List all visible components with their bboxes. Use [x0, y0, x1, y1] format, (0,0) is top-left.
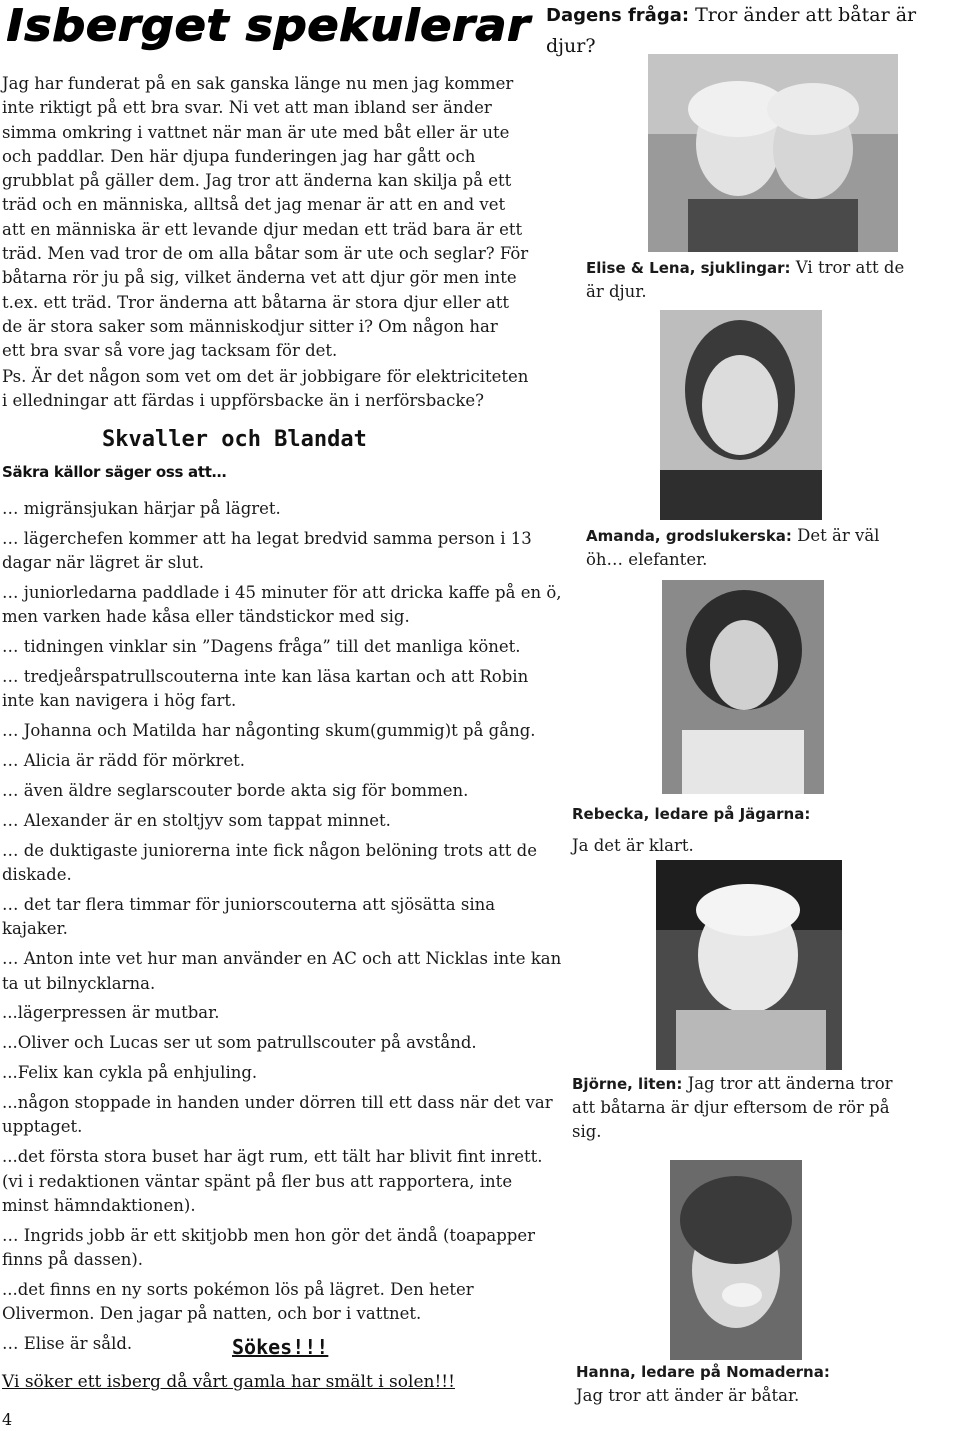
answer-hanna: [576, 1360, 916, 1408]
daily-question-text: Tror änder att båtar är djur?: [546, 4, 917, 57]
ps-line: Ps. Är det någon som vet om det är jobbigare för elektriciteten: [2, 367, 529, 386]
gossip-item: … Ingrids jobb är ett skitjobb men hon gör det ändå (toapapper finns på dassen).: [2, 1225, 536, 1270]
ps-paragraph: [2, 365, 562, 414]
intro-line: de är stora saker som människodjur sitter i? Om någon har: [2, 316, 498, 336]
answer-text: Vi tror att de är djur.: [586, 258, 905, 301]
gossip-item: … Elise är såld.: [2, 1334, 133, 1354]
gossip-item: … de duktigaste juniorerna inte fick någon belöning trots att de diskade.: [2, 840, 537, 885]
photo-rebecka: [662, 580, 824, 794]
answer-text: Ja det är klart.: [572, 836, 694, 855]
gossip-item: … Alicia är rädd för mörkret.: [2, 751, 246, 771]
daily-question: [546, 0, 960, 61]
answer-name: Hanna, ledare på Nomaderna:: [576, 1363, 830, 1381]
answer-text: Jag tror att änder är båtar.: [576, 1386, 800, 1405]
photo-hanna: [670, 1160, 802, 1360]
intro-paragraph: [2, 72, 542, 364]
answer-rebecka: [572, 802, 922, 858]
gossip-item: … det tar flera timmar för juniorscouterna att sjösätta sina kajaker.: [2, 895, 496, 939]
gossip-subtitle: Säkra källor säger oss att…: [2, 463, 227, 481]
page-title: Isberget spekulerar: [6, 0, 530, 51]
gossip-item: … migränsjukan härjar på lägret.: [2, 499, 281, 518]
wanted-text: Vi söker ett isberg då vårt gamla har smält i solen!!!: [2, 1372, 455, 1392]
gossip-item: … juniorledarna paddlade i 45 minuter för att dricka kaffe på en ö, men varken hade kåsa eller tändstickor med sig.: [2, 583, 562, 627]
gossip-item: ...Oliver och Lucas ser ut som patrullscouter på avstånd.: [2, 1033, 477, 1053]
gossip-item: … Alexander är en stoltjyv som tappat minnet.: [2, 811, 391, 831]
gossip-list: [2, 497, 562, 1362]
photo-bjorne: [656, 860, 842, 1070]
answer-name: Rebecka, ledare på Jägarna:: [572, 805, 811, 823]
intro-line: ett bra svar så vore jag tacksam för det.: [2, 341, 338, 361]
gossip-item: ...någon stoppade in handen under dörren till ett dass när det var upptaget.: [2, 1093, 553, 1137]
gossip-item: ...det första stora buset har ägt rum, ett tält har blivit fint inrett. (vi i redaktionen väntar spänt på fler bus att rapportera, inte minst hämndaktionen).: [2, 1147, 543, 1215]
photo-elise-lena: [648, 54, 898, 252]
ps-line: i elledningar att färdas i uppförsbacke än i nerförsbacke?: [2, 391, 484, 411]
gossip-item: ...lägerpressen är mutbar.: [2, 1003, 220, 1023]
wanted-title: Sökes!!!: [232, 1335, 329, 1359]
intro-line: Jag har funderat på en sak ganska länge nu men jag kommer: [2, 74, 514, 93]
answer-text: Jag tror att änderna tror att båtarna är djur eftersom de rör på sig.: [572, 1074, 893, 1141]
intro-line: båtarna rör ju på sig, vilket änderna vet att djur gör men inte: [2, 268, 517, 288]
answer-name: Amanda, grodslukerska:: [586, 527, 792, 545]
intro-line: och paddlar. Den här djupa funderingen jag har gått och: [2, 146, 476, 166]
gossip-item: ...Felix kan cykla på enhjuling.: [2, 1063, 258, 1083]
intro-line: inte riktigt på ett bra svar. Ni vet att man ibland ser änder: [2, 98, 492, 118]
gossip-title: Skvaller och Blandat: [102, 427, 367, 452]
answer-name: Elise & Lena, sjuklingar:: [586, 259, 791, 277]
answer-text: Det är väl öh… elefanter.: [586, 526, 880, 569]
daily-question-label: Dagens fråga:: [546, 5, 690, 26]
gossip-item: … Johanna och Matilda har någonting skum(gummig)t på gång.: [2, 721, 536, 741]
intro-line: simma omkring i vattnet när man är ute med båt eller är ute: [2, 122, 510, 142]
gossip-item: … lägerchefen kommer att ha legat bredvid samma person i 13 dagar när lägret är slut.: [2, 528, 532, 573]
intro-line: träd och en människa, alltså det jag menar är att en and vet: [2, 195, 506, 215]
page-number: 4: [2, 1410, 13, 1429]
intro-line: t.ex. ett träd. Tror änderna att båtarna är stora djur eller att: [2, 292, 509, 312]
answer-name: Björne, liten:: [572, 1075, 683, 1093]
intro-line: att en människa är ett levande djur medan ett träd bara är ett: [2, 219, 523, 239]
gossip-item: … även äldre seglarscouter borde akta sig för bommen.: [2, 781, 469, 801]
gossip-item: … tredjeårspatrullscouterna inte kan läsa kartan och att Robin inte kan navigera i hög fart.: [2, 667, 529, 711]
gossip-item: ...det finns en ny sorts pokémon lös på lägret. Den heter Olivermon. Den jagar på natten, och bor i vattnet.: [2, 1280, 474, 1324]
gossip-item: … Anton inte vet hur man använder en AC och att Nicklas inte kan ta ut bilnycklarna.: [2, 949, 562, 993]
intro-line: träd. Men vad tror de om alla båtar som är ute och seglar? För: [2, 244, 529, 264]
answer-amanda: [586, 524, 916, 572]
intro-line: grubblat på gäller dem. Jag tror att änderna kan skilja på ett: [2, 171, 512, 191]
answer-elise-lena: [586, 256, 916, 304]
gossip-item: … tidningen vinklar sin ”Dagens fråga” till det manliga könet.: [2, 637, 521, 657]
answer-bjorne: [572, 1072, 902, 1144]
photo-amanda: [660, 310, 822, 520]
